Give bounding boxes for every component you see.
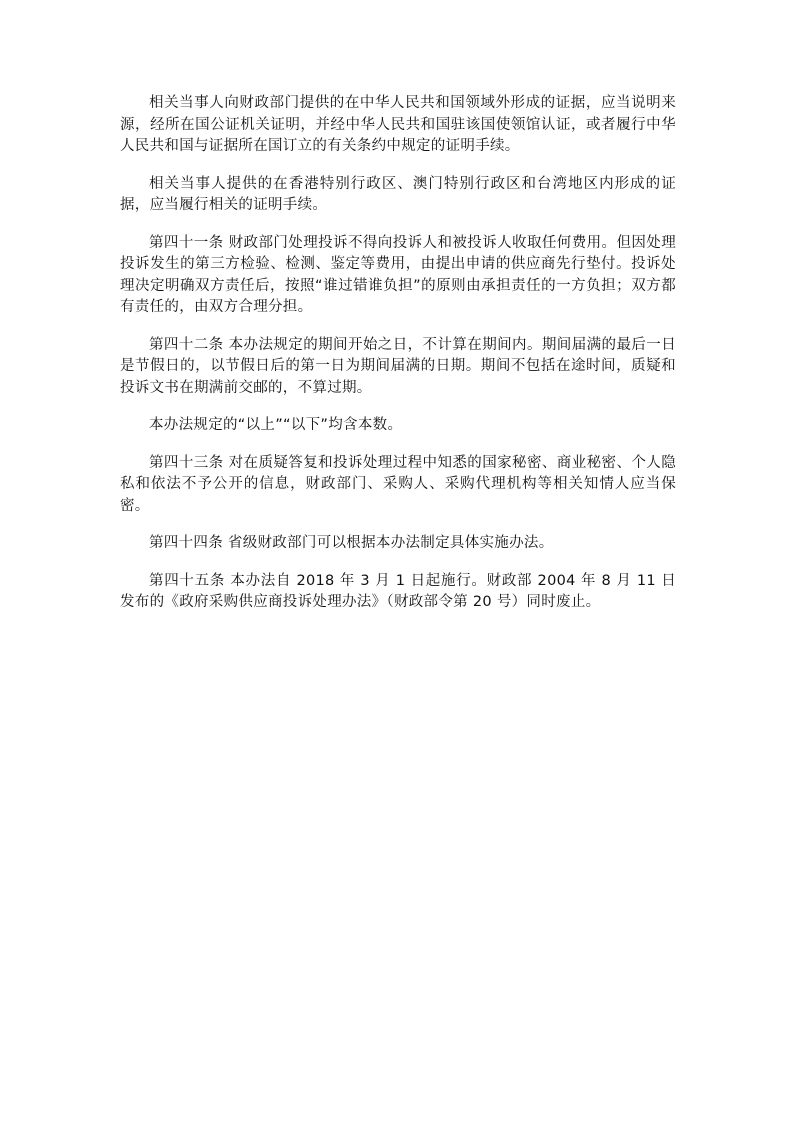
paragraph-article-44: 第四十四条 省级财政部门可以根据本办法制定具体实施办法。 <box>149 535 554 551</box>
paragraph-article-41: 第四十一条 财政部门处理投诉不得向投诉人和被投诉人收取任何费用。但因处理投诉发生的第三方检验、检测、鉴定等费用，由提出申请的供应商先行垫付。投诉处理决定明确双方责任后，按照“谁过错谁负担”的原则由承担责任的一方负担；双方都有责任的，由双方合理分担。 <box>120 234 676 315</box>
paragraph-article-42: 第四十二条 本办法规定的期间开始之日，不计算在期间内。期间届满的最后一日是节假日的，以节假日后的第一日为期间届满的日期。期间不包括在途时间，质疑和投诉文书在期满前交邮的，不算过期。 <box>120 336 676 396</box>
paragraph-article-43: 第四十三条 对在质疑答复和投诉处理过程中知悉的国家秘密、商业秘密、个人隐私和依法不予公开的信息，财政部门、采购人、采购代理机构等相关知情人应当保密。 <box>120 454 676 514</box>
paragraph-inclusive-numbers: 本办法规定的“以上”“以下”均含本数。 <box>149 417 403 433</box>
paragraph-foreign-evidence: 相关当事人向财政部门提供的在中华人民共和国领域外形成的证据，应当说明来源，经所在国公证机关证明，并经中华人民共和国驻该国使领馆认证，或者履行中华人民共和国与证据所在国订立的有关条约中规定的证明手续。 <box>120 95 676 154</box>
paragraph-article-45: 第四十五条 本办法自 2018 年 3 月 1 日起施行。财政部 2004 年 8 月 11 日发布的《政府采购供应商投诉处理办法》（财政部令第 20 号）同时废止。 <box>120 572 676 610</box>
paragraph-hk-macau-taiwan-evidence: 相关当事人提供的在香港特别行政区、澳门特别行政区和台湾地区内形成的证据，应当履行相关的证明手续。 <box>120 175 676 213</box>
document-body <box>120 93 676 630</box>
